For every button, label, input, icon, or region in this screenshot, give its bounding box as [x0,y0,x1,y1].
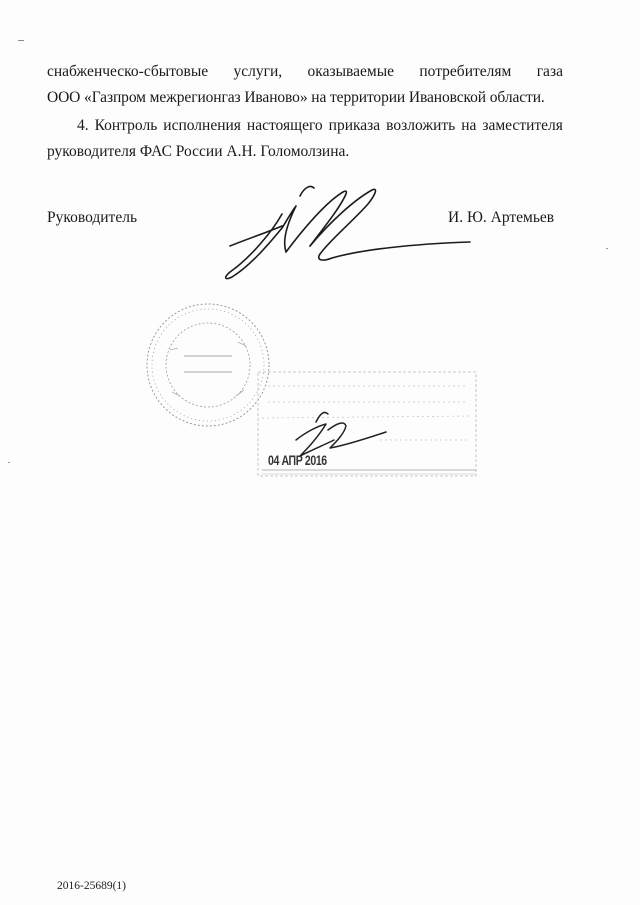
word: оказываемые [307,63,394,80]
word: настоящего [246,117,323,134]
word: возложить [386,117,456,134]
word: 4. [77,117,89,134]
word: потребителям [419,63,512,80]
stamp-initials [296,412,386,456]
word: газа [536,63,563,80]
body-line-4: руководителя ФАС России А.Н. Голомолзина. [47,143,350,160]
word: услуги, [233,63,283,80]
word: снабженческо-сбытовые [47,63,209,80]
seal-emblem [184,356,232,372]
word: исполнения [163,117,241,134]
round-seal [147,304,269,426]
word: заместителя [482,117,563,134]
word: на [461,117,477,134]
registration-date: 04 АПР 2016 [268,453,327,468]
signatory-position: Руководитель [47,209,138,226]
body-line-2: ООО «Газпром межрегионгаз Иваново» на территории Ивановской области. [47,89,545,106]
document-id: 2016-25689(1) [57,880,126,892]
signatory-name: И. Ю. Артемьев [448,209,555,226]
word: Контроль [94,117,158,134]
word: приказа [328,117,381,134]
seal-ornament [170,342,246,396]
handwritten-signature [226,186,470,278]
